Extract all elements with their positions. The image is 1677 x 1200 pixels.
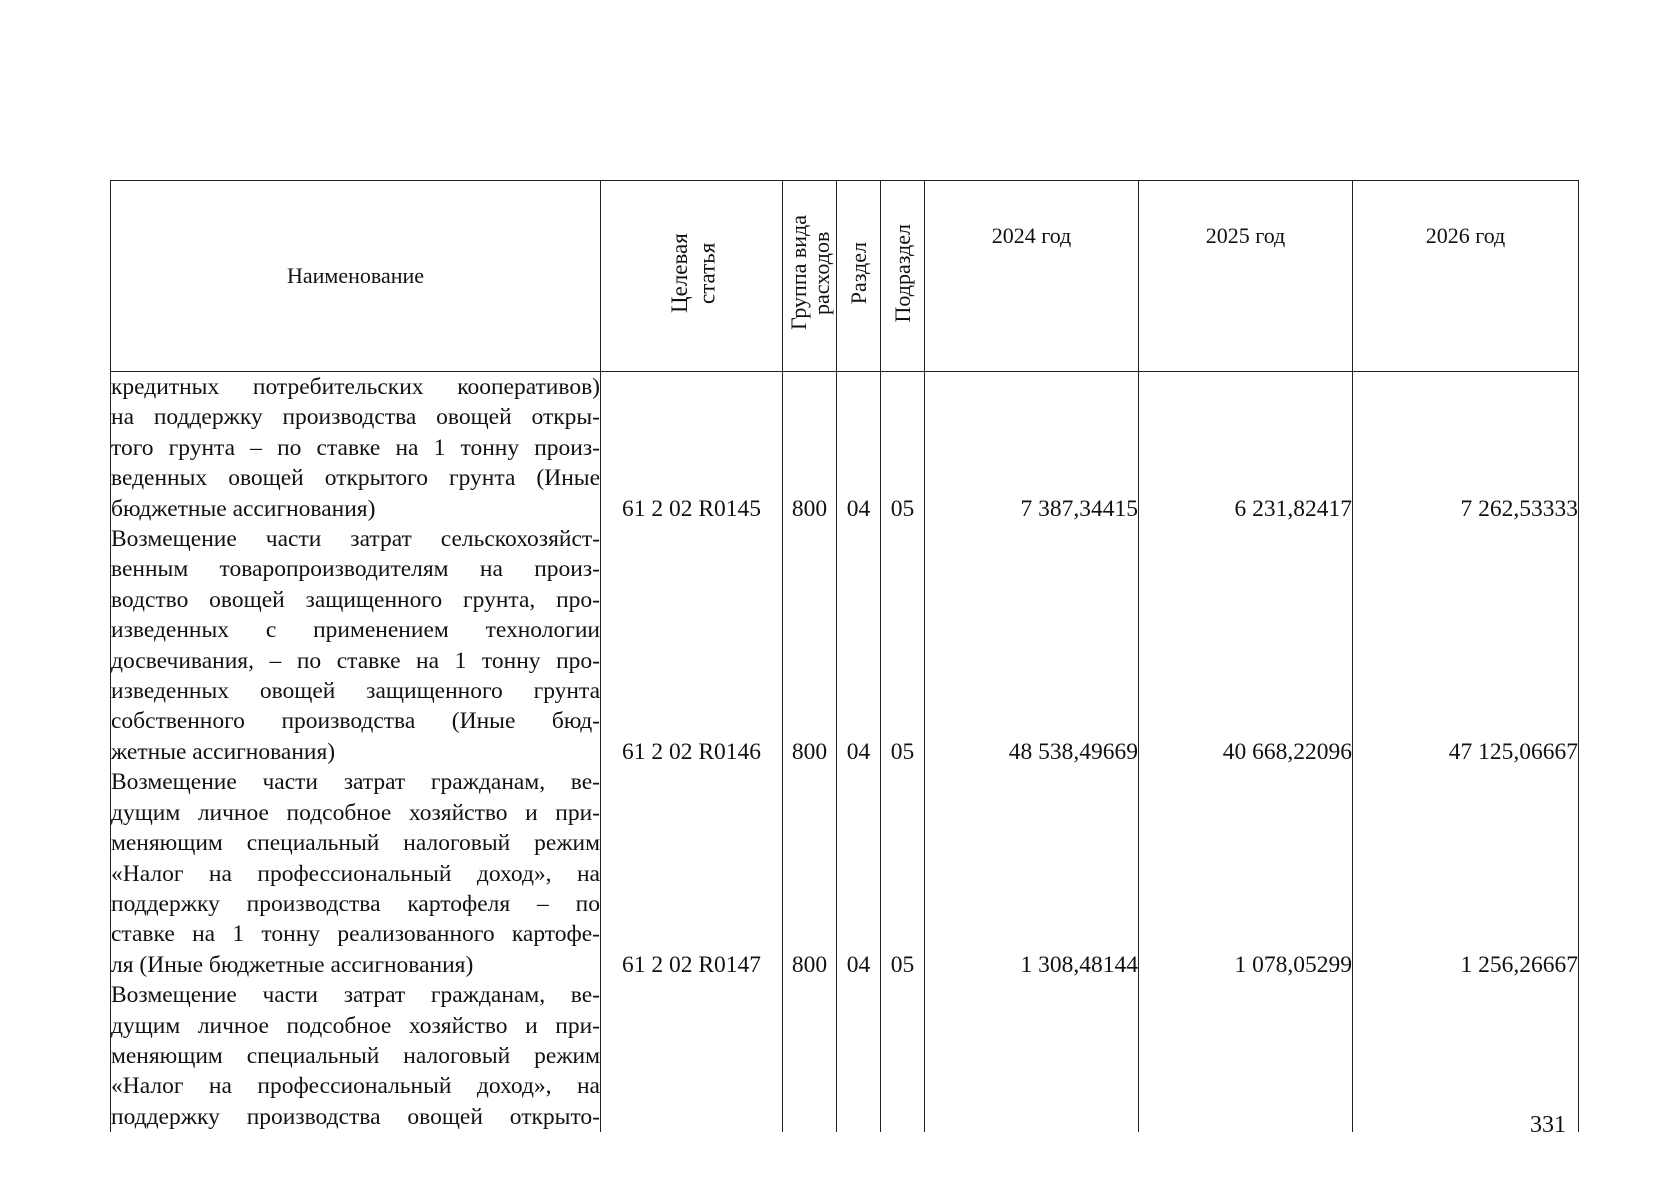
row-name-line: кредитных потребительских кооперативов): [111, 374, 600, 400]
row-name: [111, 980, 601, 1132]
row-2025: 40 668,22096: [1139, 524, 1353, 767]
row-2024: 1 308,48144: [925, 767, 1139, 980]
header-name: [111, 181, 601, 372]
table-header-row: [111, 181, 1579, 372]
row-name-line: Возмещение части затрат гражданам, ве-: [111, 982, 600, 1009]
table-row: [111, 980, 1579, 1132]
row-name: [111, 767, 601, 980]
row-2025: [1139, 980, 1353, 1132]
row-name-line: того грунта – по ставке на 1 тонну произ-: [111, 434, 600, 461]
row-name-line: досвечивания, – по ставке на 1 тонну про-: [111, 647, 600, 674]
table-row: [111, 524, 1579, 767]
row-name: [111, 372, 601, 525]
header-2025-label: 2025 год: [1205, 223, 1286, 248]
row-target: [601, 980, 783, 1132]
header-group-label: Группа вида расходов: [785, 215, 834, 331]
header-name-label: Наименование: [286, 263, 425, 288]
row-name-line: водство овощей защищенного грунта, про-: [111, 586, 600, 613]
header-2024: [925, 181, 1139, 372]
row-name-line: Возмещение части затрат гражданам, ве-: [111, 769, 600, 796]
page-number: 331: [1530, 1112, 1566, 1138]
table-row: [111, 372, 1579, 525]
row-name-line: бюджетные ассигнования): [111, 495, 376, 522]
row-target: 61 2 02 R0146: [601, 524, 783, 767]
row-name-line: собственного производства (Иные бюд-: [111, 708, 600, 735]
row-section: [837, 980, 881, 1132]
row-name-line: Возмещение части затрат сельскохозяйст-: [111, 526, 600, 553]
row-name-line: на поддержку производства овощей откры-: [111, 404, 600, 431]
header-group: [783, 181, 837, 372]
row-2025: 1 078,05299: [1139, 767, 1353, 980]
table-row: [111, 767, 1579, 980]
row-2025: 6 231,82417: [1139, 372, 1353, 525]
row-group: [783, 980, 837, 1132]
row-name-line: меняющим специальный налоговый режим: [111, 830, 600, 857]
row-target: 61 2 02 R0145: [601, 372, 783, 525]
row-2026: [1353, 980, 1579, 1132]
row-group: 800: [783, 524, 837, 767]
budget-table: [110, 180, 1579, 1132]
header-2026: [1353, 181, 1579, 372]
row-name-line: меняющим специальный налоговый режим: [111, 1042, 600, 1069]
row-name-line: дущим личное подсобное хозяйство и при-: [111, 799, 600, 826]
row-name-line: жетные ассигнования): [111, 738, 336, 765]
row-name-line: «Налог на профессиональный доход», на: [111, 1073, 600, 1100]
row-2026: 1 256,26667: [1353, 767, 1579, 980]
header-subsection-label: Подраздел: [889, 223, 915, 323]
row-name-line: веденных овощей открытого грунта (Иные: [111, 465, 600, 492]
row-subsection: [881, 980, 925, 1132]
row-name-line: ля (Иные бюджетные ассигнования): [111, 951, 474, 978]
row-2024: [925, 980, 1139, 1132]
row-name-line: дущим личное подсобное хозяйство и при-: [111, 1012, 600, 1039]
header-2026-label: 2026 год: [1425, 223, 1506, 248]
row-name-line: изведенных овощей защищенного грунта: [111, 678, 600, 705]
header-2024-label: 2024 год: [991, 223, 1072, 248]
row-group: 800: [783, 372, 837, 525]
row-name-line: ставке на 1 тонну реализованного картофе-: [111, 921, 600, 948]
header-target-label: Целевая статья: [666, 233, 720, 313]
row-2026: 7 262,53333: [1353, 372, 1579, 525]
header-subsection: [881, 181, 925, 372]
row-name-line: поддержку производства овощей открыто-: [111, 1103, 600, 1130]
row-group: 800: [783, 767, 837, 980]
header-section-label: Раздел: [845, 241, 871, 305]
row-subsection: 05: [881, 372, 925, 525]
header-target: [601, 181, 783, 372]
row-2026: 47 125,06667: [1353, 524, 1579, 767]
row-subsection: 05: [881, 767, 925, 980]
row-2024: 7 387,34415: [925, 372, 1139, 525]
row-name-line: изведенных с применением технологии: [111, 617, 600, 644]
row-name: [111, 524, 601, 767]
header-section: [837, 181, 881, 372]
row-section: 04: [837, 767, 881, 980]
row-name-line: «Налог на профессиональный доход», на: [111, 860, 600, 887]
row-target: 61 2 02 R0147: [601, 767, 783, 980]
header-2025: [1139, 181, 1353, 372]
row-name-line: поддержку производства картофеля – по: [111, 890, 600, 917]
row-name-line: венным товаропроизводителям на произ-: [111, 556, 600, 583]
row-section: 04: [837, 372, 881, 525]
row-2024: 48 538,49669: [925, 524, 1139, 767]
row-subsection: 05: [881, 524, 925, 767]
row-section: 04: [837, 524, 881, 767]
